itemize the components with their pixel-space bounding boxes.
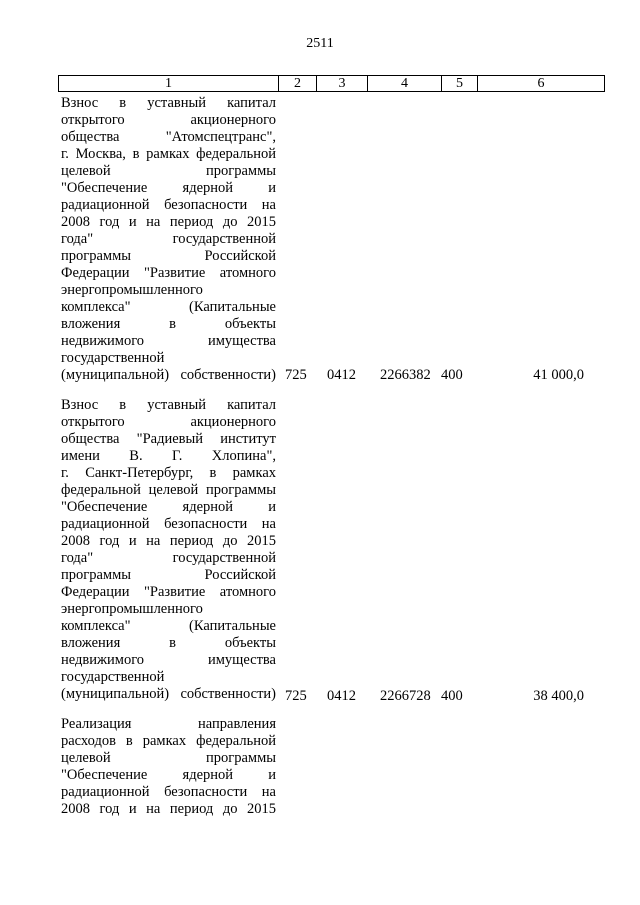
header-col-2: 2	[279, 76, 317, 91]
description-line: Реализация направления	[61, 716, 276, 732]
row-section: 0412	[327, 367, 356, 383]
description-line: "Обеспечение ядерной и	[61, 767, 276, 783]
row-code: 725	[285, 688, 307, 704]
description-line: государственной	[61, 669, 165, 685]
description-line: г. Санкт-Петербург, в рамках	[61, 465, 276, 481]
row-section: 0412	[327, 688, 356, 704]
row-target: 2266728	[380, 688, 431, 704]
description-line: вложения в объекты	[61, 635, 276, 651]
row-amount: 41 000,0	[533, 367, 584, 383]
description-line: вложения в объекты	[61, 316, 276, 332]
description-line: 2008 год и на период до 2015	[61, 801, 276, 817]
description-line: общества "Радиевый институт	[61, 431, 276, 447]
description-line: г. Москва, в рамках федеральной	[61, 146, 276, 162]
description-line: радиационной безопасности на	[61, 197, 276, 213]
description-line: (муниципальной) собственности)	[61, 367, 276, 383]
header-col-6: 6	[537, 76, 545, 91]
description-line: федеральной целевой программы	[61, 482, 276, 498]
row-target: 2266382	[380, 367, 431, 383]
description-line: имени В. Г. Хлопина",	[61, 448, 276, 464]
description-line: комплекса" (Капитальные	[61, 299, 276, 315]
description-line: государственной	[61, 350, 165, 366]
description-line: (муниципальной) собственности)	[61, 686, 276, 702]
description-line: радиационной безопасности на	[61, 516, 276, 532]
description-line: Взнос в уставный капитал	[61, 397, 276, 413]
description-line: Федерации "Развитие атомного	[61, 584, 276, 600]
description-line: энергопромышленного	[61, 282, 203, 298]
description-line: Федерации "Развитие атомного	[61, 265, 276, 281]
description-line: расходов в рамках федеральной	[61, 733, 276, 749]
description-line: радиационной безопасности на	[61, 784, 276, 800]
description-line: открытого акционерного	[61, 112, 276, 128]
header-col-5: 5	[442, 76, 478, 91]
row-type: 400	[441, 688, 463, 704]
description-line: недвижимого имущества	[61, 652, 276, 668]
description-line: целевой программы	[61, 750, 276, 766]
description-line: программы Российской	[61, 248, 276, 264]
header-col-3: 3	[317, 76, 368, 91]
row-code: 725	[285, 367, 307, 383]
description-line: открытого акционерного	[61, 414, 276, 430]
description-line: комплекса" (Капитальные	[61, 618, 276, 634]
description-line: программы Российской	[61, 567, 276, 583]
header-col-1: 1	[59, 76, 279, 91]
description-line: Взнос в уставный капитал	[61, 95, 276, 111]
description-line: "Обеспечение ядерной и	[61, 499, 276, 515]
header-col-4: 4	[368, 76, 442, 91]
description-line: 2008 год и на период до 2015	[61, 214, 276, 230]
row-type: 400	[441, 367, 463, 383]
description-line: общества "Атомспецтранс",	[61, 129, 276, 145]
description-line: целевой программы	[61, 163, 276, 179]
description-line: 2008 год и на период до 2015	[61, 533, 276, 549]
row-description	[61, 95, 276, 384]
page-number: 2511	[306, 36, 334, 51]
description-line: недвижимого имущества	[61, 333, 276, 349]
row-description	[61, 397, 276, 703]
description-line: "Обеспечение ядерной и	[61, 180, 276, 196]
description-line: года" государственной	[61, 231, 276, 247]
row-description	[61, 716, 276, 818]
row-amount: 38 400,0	[533, 688, 584, 704]
description-line: года" государственной	[61, 550, 276, 566]
description-line: энергопромышленного	[61, 601, 203, 617]
table-header	[58, 75, 605, 92]
